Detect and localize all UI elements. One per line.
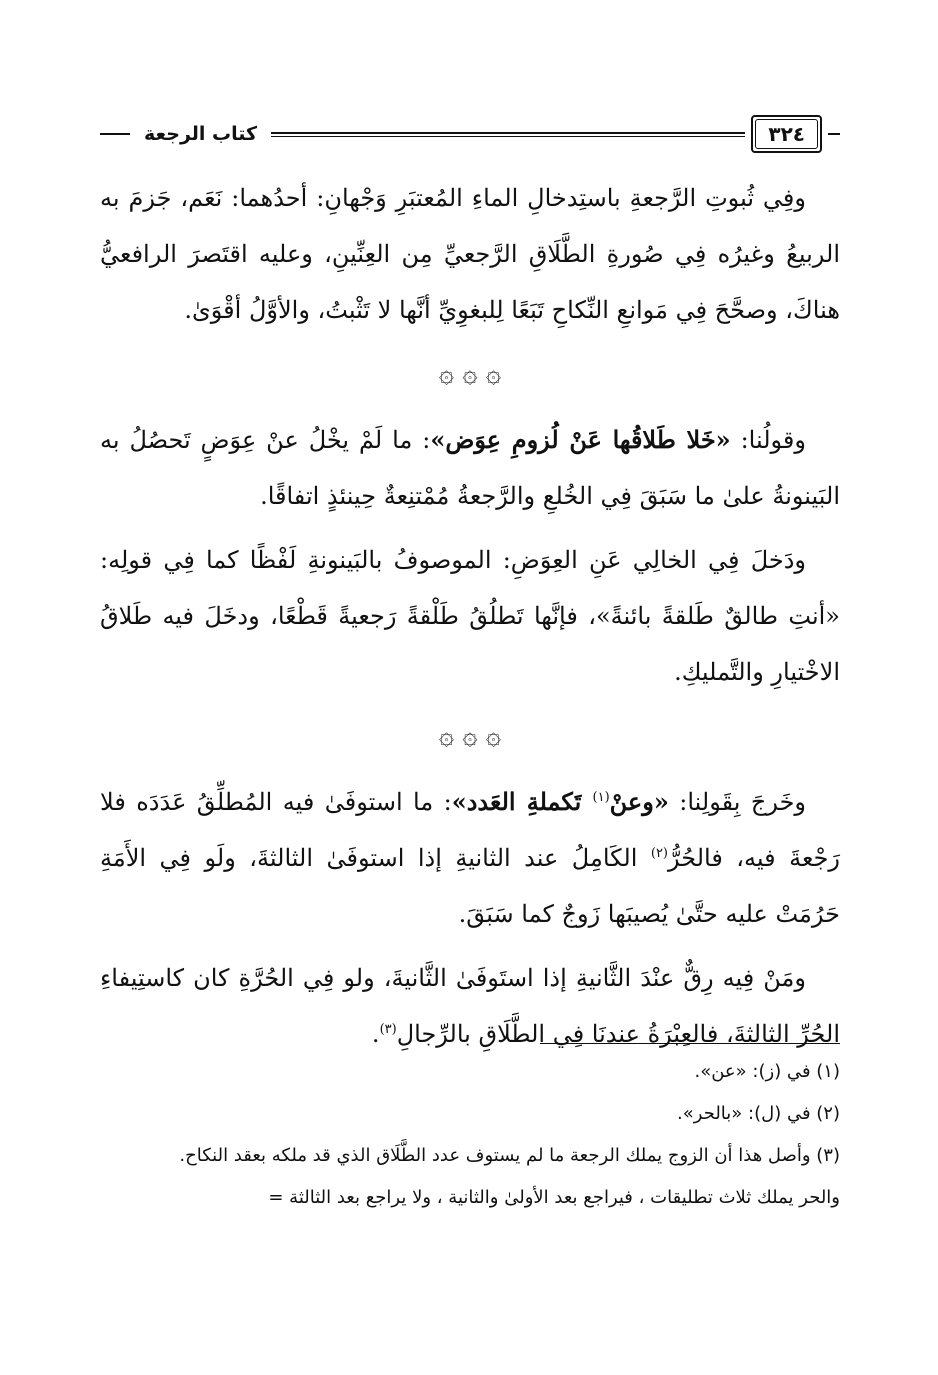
paragraph-4-lead: وخَرجَ بِقَولِنا:: [668, 788, 806, 816]
footnote-3: (٣) وأصل هذا أن الزوج يملك الرجعة ما لم يستوف عدد الطَّلَاق الذي قد ملكه بعقد النكاح.: [179, 1145, 840, 1166]
running-header: [100, 112, 840, 156]
header-rule-middle: [271, 132, 745, 137]
paragraph-4-rest: الكَامِلُ عند الثانيةِ إذا استوفَىٰ الثالثةَ، ولَو فِي الأَمَةِ حَرُمَتْ عليه حتَّىٰ يُصيبَها زَوجٌ كما سَبَقَ.: [100, 844, 840, 928]
quoted-phrase-bold-b: تَكملةِ العَدد»: [451, 787, 593, 816]
quoted-phrase-bold-a: «وعنْ: [609, 787, 669, 816]
header-rule-left: [100, 133, 130, 135]
page-number-frame: [751, 115, 822, 153]
paragraph-5: [100, 950, 840, 1062]
paragraph-2-lead: وقولُنا:: [730, 426, 806, 454]
quoted-phrase-bold: «خَلا طَلاقُها عَنْ لُزومِ عِوَض»: [430, 425, 731, 454]
footnote-continuation: والحر يملك ثلاث تطليقات ، فيراجع بعد الأولىٰ والثانية ، ولا يراجع بعد الثالثة =: [268, 1187, 840, 1208]
footnotes: [100, 1050, 840, 1220]
paragraph-4-mid: : ما استوفَىٰ فيه المُطلِّقُ عَدَدَه فلا رَجْعةَ فيه، فالحُرُّ: [100, 788, 840, 872]
paragraph-2: [100, 412, 840, 524]
paragraph-3: ودَخلَ فِي الخالِي عَنِ العِوَضِ: الموصوفُ بالبَينونةِ لَفْظًا كما فِي قولِه: «أنتِ طالقٌ طَلقةً بائنةً»، فإنَّها تَطلُقُ طَلْقةً رَجعيةً قَطْعًا، ودخَلَ فيه طَلاقُ الاخْتيارِ والتَّمليكِ.: [100, 546, 840, 686]
footnote-2: (٢) في (ل): «بالحر».: [677, 1103, 840, 1124]
section-separator-2: ۞ ۞ ۞: [438, 721, 502, 751]
main-text: [100, 170, 840, 1062]
footnote-ref-1[interactable]: (١): [592, 790, 610, 805]
footnote-ref-2[interactable]: (٢): [650, 846, 668, 861]
chapter-title: كتاب الرجعة: [144, 123, 258, 145]
paragraph-4: [100, 774, 840, 942]
paragraph-2-rest: : ما لَمْ يخْلُ عنْ عِوَضٍ تَحصُلُ به البَينونةُ علىٰ ما سَبَقَ فِي الخُلعِ والرَّجعةُ مُمْتنِعةٌ حِينئذٍ اتفاقًا.: [100, 426, 840, 510]
paragraph-1: وفِي ثُبوتِ الرَّجعةِ باستِدخالِ الماءِ المُعتبَرِ وَجْهانِ: أحدُهما: نَعَم، جَزمَ به الربيعُ وغيرُه فِي صُورةِ الطَّلَاقِ الرَّجعيِّ مِن العِنِّينِ، وعليه اقتَصرَ الرافعيُّ هناكَ، وصحَّحَ فِي مَوانعِ النِّكاحِ تَبَعًا لِلبغوِيِّ أنَّها لا تَثْبتُ، والأوَّلُ أقْوَىٰ.: [100, 184, 840, 324]
footnote-ref-3[interactable]: (٣): [379, 1022, 397, 1037]
paragraph-5-end: .: [371, 1020, 380, 1048]
footnote-separator: [540, 1043, 840, 1044]
header-rule-right: [828, 133, 840, 135]
footnote-1: (١) في (ز): «عن».: [694, 1061, 840, 1082]
section-separator-1: ۞ ۞ ۞: [438, 359, 502, 389]
page-number: ٣٢٤: [755, 119, 818, 149]
paragraph-5-main: ومَنْ فِيه رِقٌّ عنْدَ الثَّانيةِ إذا استَوفَىٰ الثَّانيةَ، ولو فِي الحُرَّةِ كان كاستِيفاءِ الحُرِّ الثالثةَ، فالعِبْرَةُ عندنَا فِي الطَّلَاقِ بالرِّجالِ: [100, 964, 840, 1048]
